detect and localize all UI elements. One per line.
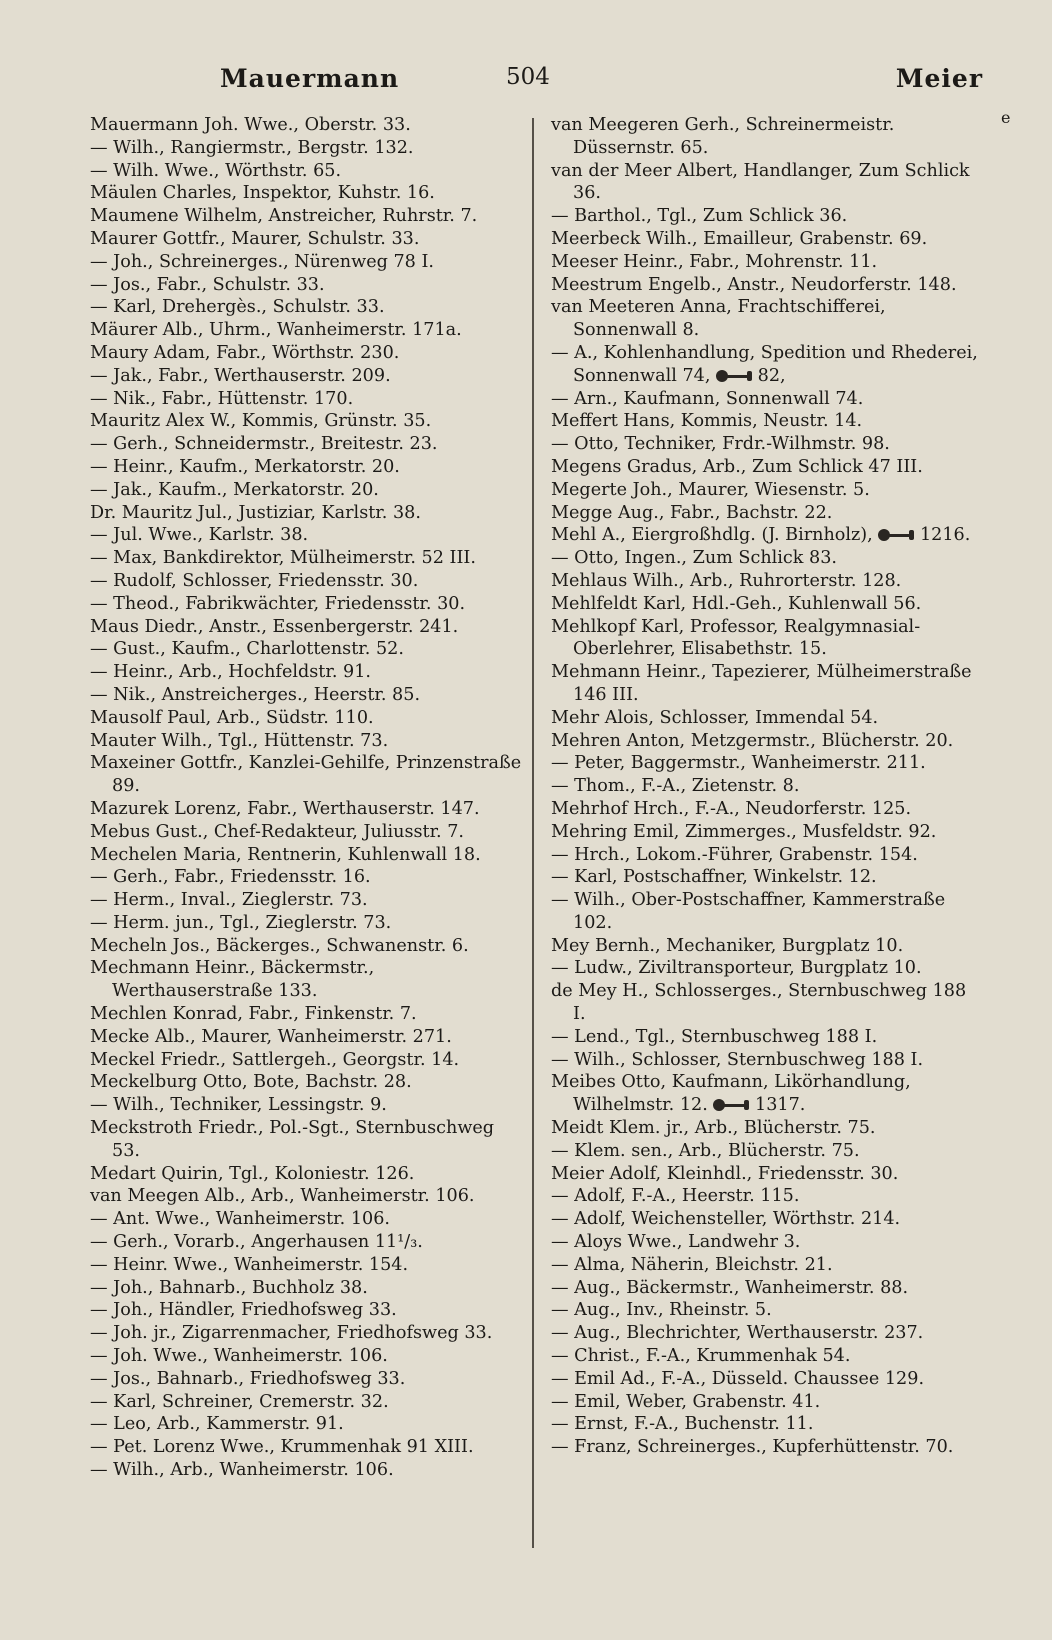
telephone-icon <box>713 1099 749 1111</box>
entry-text: van Meeteren Anna, Frachtschifferei, Sonnenwall 8. <box>551 297 886 341</box>
entry-text: — Karl, Drehergès., Schulstr. 33. <box>90 297 385 318</box>
directory-entry <box>90 1026 522 1049</box>
entry-text: — Joh., Schreinerges., Nürenweg 78 I. <box>90 251 434 272</box>
directory-entry <box>551 775 983 798</box>
directory-entry <box>90 1208 522 1231</box>
entry-text: — Wilh., Ober-Postschaffner, Kammerstraße 102. <box>551 890 946 933</box>
directory-entry <box>90 730 522 753</box>
phone-number: 1216. <box>919 525 971 546</box>
entry-text: Megge Aug., Fabr., Bachstr. 22. <box>551 502 833 523</box>
entry-text: — Heinr., Kaufm., Merkatorstr. 20. <box>90 456 400 477</box>
directory-entry <box>551 388 983 411</box>
entry-text: — Joh. jr., Zigarrenmacher, Friedhofsweg 33. <box>90 1323 493 1344</box>
entry-text: — Wilh., Techniker, Lessingstr. 9. <box>90 1095 387 1116</box>
directory-entry <box>551 798 983 821</box>
entry-text: — Joh., Händler, Friedhofsweg 33. <box>90 1300 397 1321</box>
directory-entry <box>90 889 522 912</box>
entry-text: Meerbeck Wilh., Emailleur, Grabenstr. 69. <box>551 228 928 249</box>
directory-entry <box>551 342 983 388</box>
directory-entry <box>90 1391 522 1414</box>
entry-text: — Hrch., Lokom.-Führer, Grabenstr. 154. <box>551 844 918 865</box>
entry-text: — A., Kohlenhandlung, Spedition und Rhederei, Sonnenwall 74, <box>551 342 978 386</box>
directory-entry <box>90 274 522 297</box>
entry-text: Mechmann Heinr., Bäckermstr., Werthauserstraße 133. <box>90 958 375 1002</box>
directory-entry <box>90 319 522 342</box>
directory-entry <box>90 661 522 684</box>
entry-text: — Wilh. Wwe., Wörthstr. 65. <box>90 160 342 181</box>
directory-entry <box>551 866 983 889</box>
entry-text: — Max, Bankdirektor, Mülheimerstr. 52 III. <box>90 548 476 569</box>
right-column <box>551 114 983 1574</box>
entry-text: — Arn., Kaufmann, Sonnenwall 74. <box>551 388 864 409</box>
directory-entry <box>551 1436 983 1459</box>
entry-text: Mazurek Lorenz, Fabr., Werthauserstr. 147. <box>90 798 480 819</box>
directory-entry <box>551 1299 983 1322</box>
directory-entry <box>551 730 983 753</box>
entry-text: — Alma, Näherin, Bleichstr. 21. <box>551 1254 833 1275</box>
entry-text: Meckel Friedr., Sattlergeh., Georgstr. 14. <box>90 1049 460 1070</box>
directory-entry <box>551 1208 983 1231</box>
directory-entry <box>551 957 983 980</box>
entry-text: — Jos., Bahnarb., Friedhofsweg 33. <box>90 1368 406 1389</box>
directory-entry <box>90 821 522 844</box>
entry-text: — Gust., Kaufm., Charlottenstr. 52. <box>90 639 404 660</box>
directory-entry <box>90 524 522 547</box>
entry-text: Maxeiner Gottfr., Kanzlei-Gehilfe, Prinzenstraße 89. <box>90 753 522 797</box>
directory-entry <box>551 616 983 662</box>
directory-entry <box>551 707 983 730</box>
directory-entry <box>90 1231 522 1254</box>
entry-text: — Karl, Schreiner, Cremerstr. 32. <box>90 1391 389 1412</box>
directory-entry <box>90 912 522 935</box>
entry-text: Meestrum Engelb., Anstr., Neudorferstr. 148. <box>551 274 957 295</box>
directory-entry <box>90 1117 522 1163</box>
directory-entry <box>551 274 983 297</box>
directory-entry <box>551 1345 983 1368</box>
entry-text: — Peter, Baggermstr., Wanheimerstr. 211. <box>551 753 926 774</box>
directory-entry <box>90 137 522 160</box>
directory-entry <box>551 752 983 775</box>
entry-text: — Gerh., Fabr., Friedensstr. 16. <box>90 867 371 888</box>
directory-entry <box>551 547 983 570</box>
directory-entry <box>90 1322 522 1345</box>
directory-entry <box>90 1071 522 1094</box>
directory-entry <box>551 1117 983 1140</box>
directory-entry <box>90 114 522 137</box>
entry-text: — Herm., Inval., Zieglerstr. 73. <box>90 890 368 911</box>
entry-text: — Jak., Fabr., Werthauserstr. 209. <box>90 365 391 386</box>
directory-entry <box>551 1391 983 1414</box>
directory-entry <box>90 228 522 251</box>
directory-entry <box>90 502 522 525</box>
header-left-keyword: Mauermann <box>220 64 400 93</box>
directory-entry <box>90 1345 522 1368</box>
directory-entry <box>90 479 522 502</box>
directory-entry <box>551 821 983 844</box>
entry-text: Maumene Wilhelm, Anstreicher, Ruhrstr. 7. <box>90 206 478 227</box>
entry-text: Mauermann Joh. Wwe., Oberstr. 33. <box>90 115 411 135</box>
directory-entry <box>551 980 983 1026</box>
entry-text: Mey Bernh., Mechaniker, Burgplatz 10. <box>551 935 904 956</box>
entry-text: — Aug., Bäckermstr., Wanheimerstr. 88. <box>551 1277 909 1298</box>
directory-entry <box>551 1071 983 1117</box>
directory-entry <box>90 388 522 411</box>
left-column <box>90 114 522 1574</box>
entry-text: Maury Adam, Fabr., Wörthstr. 230. <box>90 342 400 363</box>
entry-text: — Pet. Lorenz Wwe., Krummenhak 91 XIII. <box>90 1437 474 1458</box>
directory-entry <box>551 1049 983 1072</box>
directory-entry <box>551 1413 983 1436</box>
directory-entry <box>90 616 522 639</box>
entry-text: — Aloys Wwe., Landwehr 3. <box>551 1232 801 1253</box>
entry-text: — Barthol., Tgl., Zum Schlick 36. <box>551 206 848 227</box>
directory-entry <box>90 205 522 228</box>
entry-text: — Ant. Wwe., Wanheimerstr. 106. <box>90 1209 390 1230</box>
entry-text: Meckstroth Friedr., Pol.-Sgt., Sternbuschweg 53. <box>90 1118 495 1161</box>
entry-text: Mehmann Heinr., Tapezierer, Mülheimerstraße 146 III. <box>551 662 972 705</box>
directory-entry <box>551 844 983 867</box>
directory-entry <box>90 1459 522 1482</box>
entry-text: — Ludw., Ziviltransporteur, Burgplatz 10. <box>551 958 922 979</box>
entry-text: Mäulen Charles, Inspektor, Kuhstr. 16. <box>90 183 435 204</box>
directory-entry <box>90 1436 522 1459</box>
entry-text: Maus Diedr., Anstr., Essenbergerstr. 241. <box>90 616 459 637</box>
directory-entry <box>90 342 522 365</box>
directory-entry <box>551 1368 983 1391</box>
entry-text: — Otto, Ingen., Zum Schlick 83. <box>551 548 838 569</box>
entry-text: Megens Gradus, Arb., Zum Schlick 47 III. <box>551 456 923 477</box>
entry-text: Meier Adolf, Kleinhdl., Friedensstr. 30. <box>551 1163 899 1184</box>
entry-text: Megerte Joh., Maurer, Wiesenstr. 5. <box>551 479 870 500</box>
page-number: 504 <box>506 64 550 90</box>
directory-entry <box>551 570 983 593</box>
entry-text: Mechlen Konrad, Fabr., Finkenstr. 7. <box>90 1004 417 1025</box>
directory-entry <box>551 296 983 342</box>
directory-entry <box>90 707 522 730</box>
directory-entry <box>90 638 522 661</box>
directory-entry <box>551 1231 983 1254</box>
entry-text: — Emil, Weber, Grabenstr. 41. <box>551 1391 821 1412</box>
entry-text: — Wilh., Schlosser, Sternbuschweg 188 I. <box>551 1049 924 1070</box>
directory-entry <box>90 410 522 433</box>
directory-entry <box>90 798 522 821</box>
entry-text: Meckelburg Otto, Bote, Bachstr. 28. <box>90 1072 412 1093</box>
directory-entry <box>90 935 522 958</box>
header-right-keyword: Meier <box>895 64 983 93</box>
directory-entry <box>551 1254 983 1277</box>
directory-entry <box>551 479 983 502</box>
entry-text: Mechelen Maria, Rentnerin, Kuhlenwall 18. <box>90 844 481 865</box>
entry-text: — Nik., Anstreicherges., Heerstr. 85. <box>90 684 421 705</box>
entry-text: Mecke Alb., Maurer, Wanheimerstr. 271. <box>90 1026 452 1047</box>
directory-entry <box>90 570 522 593</box>
directory-entry <box>90 251 522 274</box>
entry-text: — Heinr. Wwe., Wanheimerstr. 154. <box>90 1254 409 1275</box>
entry-text: — Gerh., Vorarb., Angerhausen 11¹/₃. <box>90 1232 423 1253</box>
directory-entry <box>90 1049 522 1072</box>
entry-text: Meffert Hans, Kommis, Neustr. 14. <box>551 411 863 432</box>
phone-number: 1317. <box>755 1095 806 1116</box>
entry-text: — Adolf, Weichensteller, Wörthstr. 214. <box>551 1209 901 1230</box>
entry-text: — Emil Ad., F.-A., Düsseld. Chaussee 129. <box>551 1368 925 1389</box>
directory-entry <box>90 1185 522 1208</box>
directory-entry <box>551 160 983 206</box>
entry-text: Medart Quirin, Tgl., Koloniestr. 126. <box>90 1163 415 1184</box>
entry-text: Meibes Otto, Kaufmann, Likörhandlung, Wilhelmstr. 12. <box>551 1072 911 1116</box>
directory-entry <box>90 547 522 570</box>
directory-entry <box>551 889 983 935</box>
entry-text: Meidt Klem. jr., Arb., Blücherstr. 75. <box>551 1118 876 1139</box>
entry-text: — Klem. sen., Arb., Blücherstr. 75. <box>551 1140 860 1161</box>
entry-text: — Wilh., Rangiermstr., Bergstr. 132. <box>90 137 414 158</box>
directory-entry <box>90 684 522 707</box>
directory-entry <box>551 433 983 456</box>
directory-entry <box>90 866 522 889</box>
entry-text: Mehrhof Hrch., F.-A., Neudorferstr. 125. <box>551 798 912 819</box>
entry-text: — Lend., Tgl., Sternbuschweg 188 I. <box>551 1026 878 1047</box>
entry-text: de Mey H., Schlosserges., Sternbuschweg 188 I. <box>551 981 967 1025</box>
directory-entry <box>551 205 983 228</box>
directory-entry <box>90 296 522 319</box>
entry-text: — Thom., F.-A., Zietenstr. 8. <box>551 776 800 797</box>
entry-text: Maurer Gottfr., Maurer, Schulstr. 33. <box>90 228 420 249</box>
entry-text: Meeser Heinr., Fabr., Mohrenstr. 11. <box>551 251 878 272</box>
phone-number: 82, <box>757 365 786 386</box>
directory-entry <box>551 593 983 616</box>
entry-text: Mehlkopf Karl, Professor, Realgymnasial-Oberlehrer, Elisabethstr. 15. <box>551 616 921 660</box>
entry-text: — Joh., Bahnarb., Buchholz 38. <box>90 1277 368 1298</box>
entry-text: — Otto, Techniker, Frdr.-Wilhmstr. 98. <box>551 434 890 455</box>
entry-text: — Heinr., Arb., Hochfeldstr. 91. <box>90 662 371 683</box>
directory-entry <box>551 524 983 547</box>
directory-entry <box>551 410 983 433</box>
directory-entry <box>90 1003 522 1026</box>
directory-entry <box>90 365 522 388</box>
directory-entry <box>90 1163 522 1186</box>
entry-text: — Adolf, F.-A., Heerstr. 115. <box>551 1186 800 1207</box>
directory-entry <box>551 1322 983 1345</box>
entry-text: van der Meer Albert, Handlanger, Zum Schlick 36. <box>551 160 970 204</box>
entry-text: — Ernst, F.-A., Buchenstr. 11. <box>551 1414 814 1435</box>
directory-entry <box>90 1368 522 1391</box>
margin-mark: e <box>1001 108 1011 127</box>
directory-entry <box>551 935 983 958</box>
entry-text: Mäurer Alb., Uhrm., Wanheimerstr. 171a. <box>90 320 462 341</box>
entry-text: Mehren Anton, Metzgermstr., Blücherstr. 20. <box>551 730 954 751</box>
entry-text: — Leo, Arb., Kammerstr. 91. <box>90 1414 344 1435</box>
entry-text: — Aug., Inv., Rheinstr. 5. <box>551 1300 772 1321</box>
entry-text: Mehring Emil, Zimmerges., Musfeldstr. 92. <box>551 821 937 842</box>
page-header <box>88 64 983 100</box>
directory-entry <box>90 456 522 479</box>
entry-text: van Meegen Alb., Arb., Wanheimerstr. 106. <box>90 1186 475 1207</box>
directory-entry <box>90 1254 522 1277</box>
entry-text: — Christ., F.-A., Krummenhak 54. <box>551 1346 851 1367</box>
entry-text: Mauritz Alex W., Kommis, Grünstr. 35. <box>90 411 432 432</box>
entry-text: — Karl, Postschaffner, Winkelstr. 12. <box>551 867 877 888</box>
entry-text: — Jak., Kaufm., Merkatorstr. 20. <box>90 479 379 500</box>
entry-text: Mecheln Jos., Bäckerges., Schwanenstr. 6. <box>90 935 469 956</box>
directory-entry <box>90 1299 522 1322</box>
directory-entry <box>551 1026 983 1049</box>
telephone-icon <box>878 529 914 541</box>
telephone-icon <box>716 370 752 382</box>
entry-text: — Rudolf, Schlosser, Friedensstr. 30. <box>90 570 419 591</box>
directory-entry <box>90 160 522 183</box>
entry-text: Dr. Mauritz Jul., Justiziar, Karlstr. 38. <box>90 502 421 523</box>
directory-entry <box>551 228 983 251</box>
directory-entry <box>90 182 522 205</box>
directory-entry <box>551 456 983 479</box>
entry-text: Mauter Wilh., Tgl., Hüttenstr. 73. <box>90 730 389 751</box>
entry-text: Mausolf Paul, Arb., Südstr. 110. <box>90 707 374 728</box>
directory-entry <box>551 661 983 707</box>
directory-entry <box>90 433 522 456</box>
entry-text: Mehl A., Eiergroßhdlg. (J. Birnholz), <box>551 525 873 546</box>
entry-text: — Franz, Schreinerges., Kupferhüttenstr. 70. <box>551 1437 954 1458</box>
entry-text: — Gerh., Schneidermstr., Breitestr. 23. <box>90 434 438 455</box>
directory-entry <box>551 1277 983 1300</box>
directory-entry <box>90 1413 522 1436</box>
directory-entry <box>551 1185 983 1208</box>
directory-entry <box>90 844 522 867</box>
entry-text: — Nik., Fabr., Hüttenstr. 170. <box>90 388 354 409</box>
directory-entry <box>551 1140 983 1163</box>
entry-text: van Meegeren Gerh., Schreinermeistr. Düssernstr. 65. <box>551 115 895 158</box>
column-divider <box>532 118 534 1548</box>
directory-entry <box>90 957 522 1003</box>
entry-text: Mehlaus Wilh., Arb., Ruhrorterstr. 128. <box>551 570 902 591</box>
directory-entry <box>551 251 983 274</box>
directory-entry <box>90 752 522 798</box>
directory-entry <box>551 114 983 160</box>
entry-text: — Jul. Wwe., Karlstr. 38. <box>90 525 309 546</box>
directory-entry <box>90 1277 522 1300</box>
directory-entry <box>90 1094 522 1117</box>
entry-text: — Jos., Fabr., Schulstr. 33. <box>90 274 325 295</box>
entry-text: Mehr Alois, Schlosser, Immendal 54. <box>551 707 879 728</box>
entry-text: — Wilh., Arb., Wanheimerstr. 106. <box>90 1460 394 1481</box>
directory-entry <box>90 593 522 616</box>
entry-text: — Joh. Wwe., Wanheimerstr. 106. <box>90 1346 388 1367</box>
entry-text: — Aug., Blechrichter, Werthauserstr. 237. <box>551 1323 924 1344</box>
entry-text: — Herm. jun., Tgl., Zieglerstr. 73. <box>90 912 392 933</box>
directory-entry <box>551 1163 983 1186</box>
entry-text: Mebus Gust., Chef-Redakteur, Juliusstr. 7. <box>90 821 465 842</box>
entry-text: — Theod., Fabrikwächter, Friedensstr. 30. <box>90 593 466 614</box>
directory-entry <box>551 502 983 525</box>
entry-text: Mehlfeldt Karl, Hdl.-Geh., Kuhlenwall 56. <box>551 593 922 614</box>
